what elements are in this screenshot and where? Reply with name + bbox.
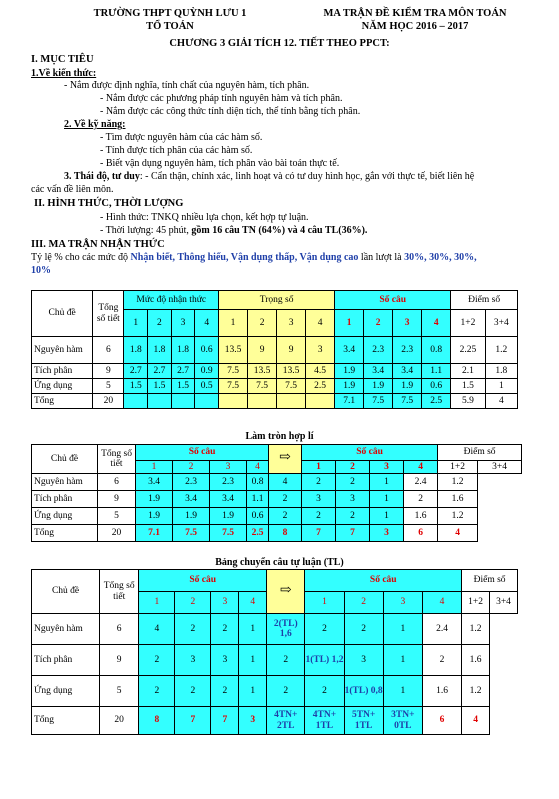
row-cell: 1.8	[148, 337, 172, 364]
row-cell: 1.6	[422, 676, 461, 707]
attitude-text-2: các vấn đề liên môn.	[31, 184, 114, 195]
skill-item-2: - Tính được tích phân của các hàm số.	[100, 145, 253, 156]
table-row	[32, 676, 518, 707]
t1-sub: 3	[277, 310, 306, 337]
table-row	[32, 379, 518, 394]
row-cell: 1.1	[422, 364, 451, 379]
row-cell: 1.9	[210, 508, 247, 525]
t1-header-score: Điểm số	[451, 291, 518, 310]
row-cell: 2	[139, 645, 175, 676]
skills-title: 2. Về kỹ năng:	[64, 119, 126, 130]
row-cell: 3	[239, 707, 267, 735]
row-cell: 7.5	[364, 394, 393, 409]
attitude-text: : - Cẩn thận, chính xác, linh hoạt và có tư duy hình học, gắn với thực tế, biết liên hệ	[139, 171, 475, 182]
knowledge-title: 1.Về kiến thức:	[31, 68, 97, 79]
row-cell: 1	[370, 491, 404, 508]
row-cell: 2	[175, 614, 211, 645]
row-cell: 1.8	[124, 337, 148, 364]
row-cell: 1.6	[462, 645, 490, 676]
format-duration: - Thời lượng: 45 phút,	[100, 225, 192, 236]
table-row	[32, 614, 518, 645]
row-cell: 1.8	[485, 364, 517, 379]
row-cell	[124, 394, 148, 409]
t3-body	[32, 614, 518, 735]
t3-header-total: Tổng số tiết	[100, 570, 139, 614]
row-cell: 9	[248, 337, 277, 364]
row-cell: 2.7	[148, 364, 172, 379]
row-cell: 7	[302, 525, 336, 542]
row-cell: 13.5	[277, 364, 306, 379]
row-cell: 4	[438, 525, 478, 542]
row-total-periods: 9	[98, 491, 136, 508]
t1-header-topic: Chủ đề	[32, 291, 93, 337]
row-total-periods: 5	[98, 508, 136, 525]
row-cell: 3.4	[335, 337, 364, 364]
t1-sub: 2	[248, 310, 277, 337]
row-cell: 1.2	[438, 508, 478, 525]
row-cell: 2	[302, 474, 336, 491]
t1-header-count: Số câu	[335, 291, 451, 310]
row-cell: 7	[336, 525, 370, 542]
row-cell: 2	[344, 614, 383, 645]
t2-sub: 4	[247, 461, 269, 474]
row-cell: 3	[306, 337, 335, 364]
row-cell: 2.5	[422, 394, 451, 409]
row-topic: Nguyên hàm	[32, 474, 98, 491]
t2-header-total: Tổng số tiết	[98, 445, 136, 474]
row-cell: 1.2	[462, 676, 490, 707]
t2-header-count-right: Số câu	[302, 445, 438, 461]
row-cell: 1.9	[173, 508, 210, 525]
t1-header-weight: Trọng số	[219, 291, 335, 310]
table-row	[32, 394, 518, 409]
t1-sub: 1	[124, 310, 148, 337]
row-cell: 3.4	[136, 474, 173, 491]
row-cell: 1(TL) 1,2	[305, 645, 344, 676]
t3-sub: 1	[139, 592, 175, 614]
row-cell: 7.5	[173, 525, 210, 542]
t3-header-count-right: Số câu	[305, 570, 462, 592]
skill-item-3: - Biết vận dụng nguyên hàm, tích phân vào bài toán thực tế.	[100, 158, 340, 169]
row-cell: 5TN+ 1TL	[344, 707, 383, 735]
format-line-2	[100, 225, 367, 238]
row-cell: 8	[139, 707, 175, 735]
row-cell: 2	[139, 676, 175, 707]
knowledge-item-1: - Nắm được định nghĩa, tính chất của nguyên hàm, tích phân.	[64, 80, 310, 91]
row-topic: Ứng dụng	[32, 379, 93, 394]
row-cell: 9	[277, 337, 306, 364]
row-topic: Ứng dụng	[32, 676, 100, 707]
arrow-icon: ⇨	[279, 450, 291, 466]
row-cell: 3.4	[173, 491, 210, 508]
t3-sub: 1+2	[462, 592, 490, 614]
essay-conversion-caption: Bảng chuyển câu tự luận (TL)	[215, 557, 344, 568]
row-cell: 1	[485, 379, 517, 394]
t1-sub: 3	[393, 310, 422, 337]
row-cell: 2	[336, 474, 370, 491]
row-cell: 1	[383, 645, 422, 676]
t2-body	[32, 474, 522, 542]
table-row	[32, 364, 518, 379]
row-cell: 3	[175, 645, 211, 676]
row-cell: 7.1	[335, 394, 364, 409]
t1-sub: 2	[364, 310, 393, 337]
row-total-periods: 6	[98, 474, 136, 491]
table-row	[32, 337, 518, 364]
row-cell: 2	[269, 508, 302, 525]
table-row	[32, 645, 518, 676]
row-cell: 2.7	[171, 364, 195, 379]
row-cell: 0.8	[422, 337, 451, 364]
attitude-title: 3. Thái độ, tư duy	[64, 171, 140, 182]
row-cell: 2	[211, 676, 239, 707]
row-cell: 2	[302, 508, 336, 525]
row-cell: 13.5	[219, 337, 248, 364]
row-cell: 4.5	[306, 364, 335, 379]
section-format-title: II. HÌNH THỨC, THỜI LƯỢNG	[34, 198, 184, 209]
doc-title: MA TRẬN ĐỀ KIỂM TRA MÔN TOÁN	[323, 8, 507, 19]
intro-text-a: Tỷ lệ % cho các mức độ	[31, 252, 131, 263]
t1-sub: 1+2	[451, 310, 485, 337]
row-cell: 2.3	[364, 337, 393, 364]
row-cell: 3.4	[364, 364, 393, 379]
t2-arrow-col	[269, 445, 302, 474]
row-cell: 2	[422, 645, 461, 676]
row-cell: 3	[211, 645, 239, 676]
t3-sub: 3+4	[490, 592, 518, 614]
t1-sub: 3	[171, 310, 195, 337]
table-row	[32, 508, 522, 525]
t3-header-score: Điểm số	[462, 570, 518, 592]
row-cell: 1.9	[136, 508, 173, 525]
row-cell: 6	[422, 707, 461, 735]
row-cell: 4	[139, 614, 175, 645]
t1-sub: 1	[219, 310, 248, 337]
section-matrix-title: III. MA TRẬN NHẬN THỨC	[31, 239, 165, 250]
department-name: TỔ TOÁN	[146, 21, 194, 32]
row-cell: 2	[175, 676, 211, 707]
row-cell: 0.6	[195, 337, 219, 364]
row-cell: 7	[175, 707, 211, 735]
format-line-1: - Hình thức: TNKQ nhiều lựa chọn, kết hợp tự luận.	[100, 212, 309, 223]
row-cell: 2	[305, 676, 344, 707]
t2-sub: 3	[210, 461, 247, 474]
row-cell: 1.9	[393, 379, 422, 394]
t3-sub: 3	[383, 592, 422, 614]
row-cell: 0.9	[195, 364, 219, 379]
row-cell: 2.25	[451, 337, 485, 364]
t2-sub: 2	[336, 461, 370, 474]
row-cell: 7.5	[219, 364, 248, 379]
row-topic: Tổng	[32, 707, 100, 735]
matrix-intro	[31, 252, 477, 265]
t1-sub: 2	[148, 310, 172, 337]
row-cell	[171, 394, 195, 409]
rounding-caption: Làm tròn hợp lí	[245, 431, 314, 442]
row-cell: 2(TL) 1,6	[267, 614, 305, 645]
intro-percent-last: 10%	[31, 265, 51, 276]
row-cell: 2.5	[306, 379, 335, 394]
row-cell: 7.1	[136, 525, 173, 542]
row-cell: 7.5	[393, 394, 422, 409]
row-total-periods: 5	[93, 379, 124, 394]
row-cell: 2.7	[124, 364, 148, 379]
t2-sub: 2	[173, 461, 210, 474]
t3-sub: 1	[305, 592, 344, 614]
row-cell: 1	[383, 676, 422, 707]
t3-arrow-col	[267, 570, 305, 614]
row-cell: 1.1	[247, 491, 269, 508]
row-cell: 1.6	[438, 491, 478, 508]
row-topic: Ứng dụng	[32, 508, 98, 525]
row-cell: 2.3	[393, 337, 422, 364]
row-total-periods: 5	[100, 676, 139, 707]
row-cell: 1.8	[171, 337, 195, 364]
intro-text-c: lần lượt là	[358, 252, 405, 263]
t2-sub: 1	[302, 461, 336, 474]
school-year: NĂM HỌC 2016 – 2017	[361, 21, 469, 32]
row-cell: 3	[370, 525, 404, 542]
t3-header-count-left: Số câu	[139, 570, 267, 592]
row-cell: 3	[344, 645, 383, 676]
row-cell: 0.6	[422, 379, 451, 394]
row-cell: 1.5	[171, 379, 195, 394]
row-cell: 0.6	[247, 508, 269, 525]
t2-sub: 1+2	[438, 461, 478, 474]
table-row	[32, 525, 522, 542]
t3-header-topic: Chủ đề	[32, 570, 100, 614]
t1-sub: 3+4	[485, 310, 517, 337]
knowledge-item-3: - Nắm được các công thức tính diện tích, thể tính bằng tích phân.	[100, 106, 361, 117]
row-cell: 2	[305, 614, 344, 645]
row-cell: 7.5	[219, 379, 248, 394]
row-cell: 1.9	[364, 379, 393, 394]
row-cell: 0.8	[247, 474, 269, 491]
row-total-periods: 6	[93, 337, 124, 364]
row-cell: 1.5	[148, 379, 172, 394]
t1-sub: 4	[422, 310, 451, 337]
row-cell: 1	[239, 645, 267, 676]
row-total-periods: 20	[100, 707, 139, 735]
row-cell: 4TN+ 2TL	[267, 707, 305, 735]
t2-header-count-left: Số câu	[136, 445, 269, 461]
row-cell: 4TN+ 1TL	[305, 707, 344, 735]
row-cell: 2.4	[422, 614, 461, 645]
cognition-matrix-table	[31, 290, 518, 409]
row-total-periods: 20	[93, 394, 124, 409]
row-cell: 3	[336, 491, 370, 508]
t2-header-topic: Chủ đề	[32, 445, 98, 474]
row-cell: 4	[485, 394, 517, 409]
row-cell: 8	[269, 525, 302, 542]
section-objectives-title: I. MỤC TIÊU	[31, 54, 94, 65]
row-cell: 1	[239, 676, 267, 707]
essay-conversion-table	[31, 569, 518, 735]
row-cell: 5.9	[451, 394, 485, 409]
t2-sub: 1	[136, 461, 173, 474]
row-cell: 2.3	[210, 474, 247, 491]
row-cell	[148, 394, 172, 409]
t3-sub: 3	[211, 592, 239, 614]
row-cell: 1.9	[136, 491, 173, 508]
row-cell: 6	[404, 525, 438, 542]
row-cell	[277, 394, 306, 409]
row-cell: 13.5	[248, 364, 277, 379]
rounding-table	[31, 444, 522, 542]
row-cell: 1.9	[335, 379, 364, 394]
t1-sub: 1	[335, 310, 364, 337]
row-cell	[195, 394, 219, 409]
row-topic: Nguyên hàm	[32, 337, 93, 364]
row-cell: 1(TL) 0,8	[344, 676, 383, 707]
row-cell: 1.9	[335, 364, 364, 379]
row-cell	[306, 394, 335, 409]
t1-sub: 4	[306, 310, 335, 337]
t1-body	[32, 337, 518, 409]
t3-sub: 2	[344, 592, 383, 614]
row-cell: 0.5	[195, 379, 219, 394]
row-cell: 2.3	[173, 474, 210, 491]
row-cell: 7.5	[210, 525, 247, 542]
row-cell: 1.2	[462, 614, 490, 645]
arrow-icon: ⇨	[279, 582, 292, 598]
row-cell: 1.2	[485, 337, 517, 364]
row-cell: 1	[370, 474, 404, 491]
skill-item-1: - Tìm được nguyên hàm của các hàm số.	[100, 132, 263, 143]
row-total-periods: 6	[100, 614, 139, 645]
t3-sub: 4	[239, 592, 267, 614]
t1-sub: 4	[195, 310, 219, 337]
t2-sub: 4	[404, 461, 438, 474]
t3-sub: 4	[422, 592, 461, 614]
intro-percents: 30%, 30%, 30%,	[404, 252, 477, 263]
row-total-periods: 9	[100, 645, 139, 676]
row-cell: 2	[267, 645, 305, 676]
row-cell: 2	[211, 614, 239, 645]
table-row	[32, 491, 522, 508]
row-cell: 7	[211, 707, 239, 735]
row-cell: 7.5	[248, 379, 277, 394]
row-cell: 2	[267, 676, 305, 707]
row-topic: Nguyên hàm	[32, 614, 100, 645]
row-cell: 2.5	[247, 525, 269, 542]
t1-header-level: Mức độ nhận thức	[124, 291, 219, 310]
row-cell: 1	[239, 614, 267, 645]
row-cell: 1.5	[124, 379, 148, 394]
row-cell: 2.1	[451, 364, 485, 379]
table-row	[32, 474, 522, 491]
row-topic: Tổng	[32, 394, 93, 409]
row-topic: Tổng	[32, 525, 98, 542]
row-cell: 1.6	[404, 508, 438, 525]
row-topic: Tích phân	[32, 364, 93, 379]
knowledge-item-2: - Nắm được các phương pháp tính nguyên hàm và tích phân.	[100, 93, 343, 104]
table-row	[32, 707, 518, 735]
row-cell: 3	[302, 491, 336, 508]
row-cell: 2	[269, 491, 302, 508]
row-cell: 1	[383, 614, 422, 645]
t2-sub: 3	[370, 461, 404, 474]
t1-header-total: Tổng số tiết	[93, 291, 124, 337]
row-cell: 3.4	[393, 364, 422, 379]
attitude-line	[64, 171, 474, 184]
row-topic: Tích phân	[32, 491, 98, 508]
school-name: TRƯỜNG THPT QUỲNH LƯU 1	[93, 8, 247, 19]
t2-sub: 3+4	[478, 461, 522, 474]
row-cell: 1.2	[438, 474, 478, 491]
intro-levels: Nhận biết, Thông hiểu, Vận dụng thấp, Vận dụng cao	[130, 252, 359, 263]
t2-header-score: Điểm số	[438, 445, 522, 461]
row-cell: 2	[404, 491, 438, 508]
row-cell: 4	[462, 707, 490, 735]
row-topic: Tích phân	[32, 645, 100, 676]
row-cell	[219, 394, 248, 409]
t3-sub: 2	[175, 592, 211, 614]
row-cell: 3.4	[210, 491, 247, 508]
row-cell: 1.5	[451, 379, 485, 394]
row-total-periods: 20	[98, 525, 136, 542]
row-cell: 2.4	[404, 474, 438, 491]
format-questions: gồm 16 câu TN (64%) và 4 câu TL(36%).	[191, 225, 368, 236]
row-cell: 3TN+ 0TL	[383, 707, 422, 735]
chapter-title: CHƯƠNG 3 GIẢI TÍCH 12. TIẾT THEO PPCT:	[169, 38, 390, 49]
row-total-periods: 9	[93, 364, 124, 379]
row-cell	[248, 394, 277, 409]
row-cell: 4	[269, 474, 302, 491]
row-cell: 7.5	[277, 379, 306, 394]
row-cell: 2	[336, 508, 370, 525]
row-cell: 1	[370, 508, 404, 525]
